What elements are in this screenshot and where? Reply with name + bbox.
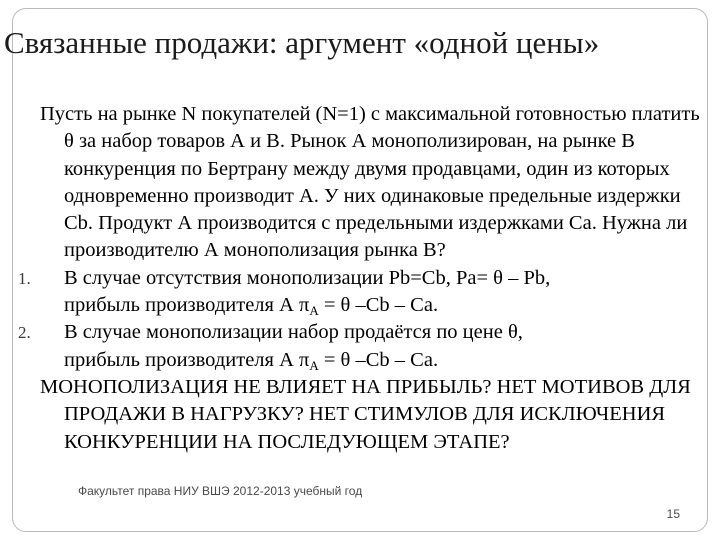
conclusion-paragraph: МОНОПОЛИЗАЦИЯ НЕ ВЛИЯЕТ НА ПРИБЫЛЬ? НЕТ МОТИВОВ ДЛЯ ПРОДАЖИ В НАГРУЗКУ? НЕТ СТИМУЛОВ ДЛЯ ИСКЛЮЧЕНИЯ КОНКУРЕНЦИИ НА ПОСЛЕДУЮЩЕМ ЭТАПЕ? [40,375,691,453]
item-number: 1. [18,268,31,288]
item-subscript: A [309,303,319,319]
item-line [64,292,700,319]
item-subscript: A [309,357,319,373]
item-text: = θ –Cb – Ca. [318,294,439,317]
slide-body [18,101,700,456]
item-line: В случае монополизации набор продаётся по цене θ, [64,321,523,344]
item-text: прибыль производителя А π [64,294,310,317]
item-text: = θ –Cb – Ca. [318,348,439,371]
item-number: 2. [18,323,31,343]
footer-text: Факультет права НИУ ВШЭ 2012-2013 учебный год [78,484,363,498]
list-item [18,319,700,374]
list-item [18,265,700,320]
item-text: прибыль производителя А π [64,348,310,371]
intro-paragraph: Пусть на рынке N покупателей (N=1) с максимальной готовностью платить θ за набор товаров А и В. Рынок А монополизирован, на рынке В конкуренция по Бертрану между двумя продавцами, один из которых одновременно производит А. У них одинаковые предельные издержки Cb. Продукт А производится с предельными издержками Ca. Нужна ли производителю А монополизация рынка В? [40,103,700,262]
item-line [64,347,700,374]
page-number: 15 [666,507,680,521]
slide-title: Связанные продажи: аргумент «одной цены» [4,25,600,60]
item-line: В случае отсутствия монополизации Pb=Cb, Pa= θ – Pb, [64,266,551,289]
